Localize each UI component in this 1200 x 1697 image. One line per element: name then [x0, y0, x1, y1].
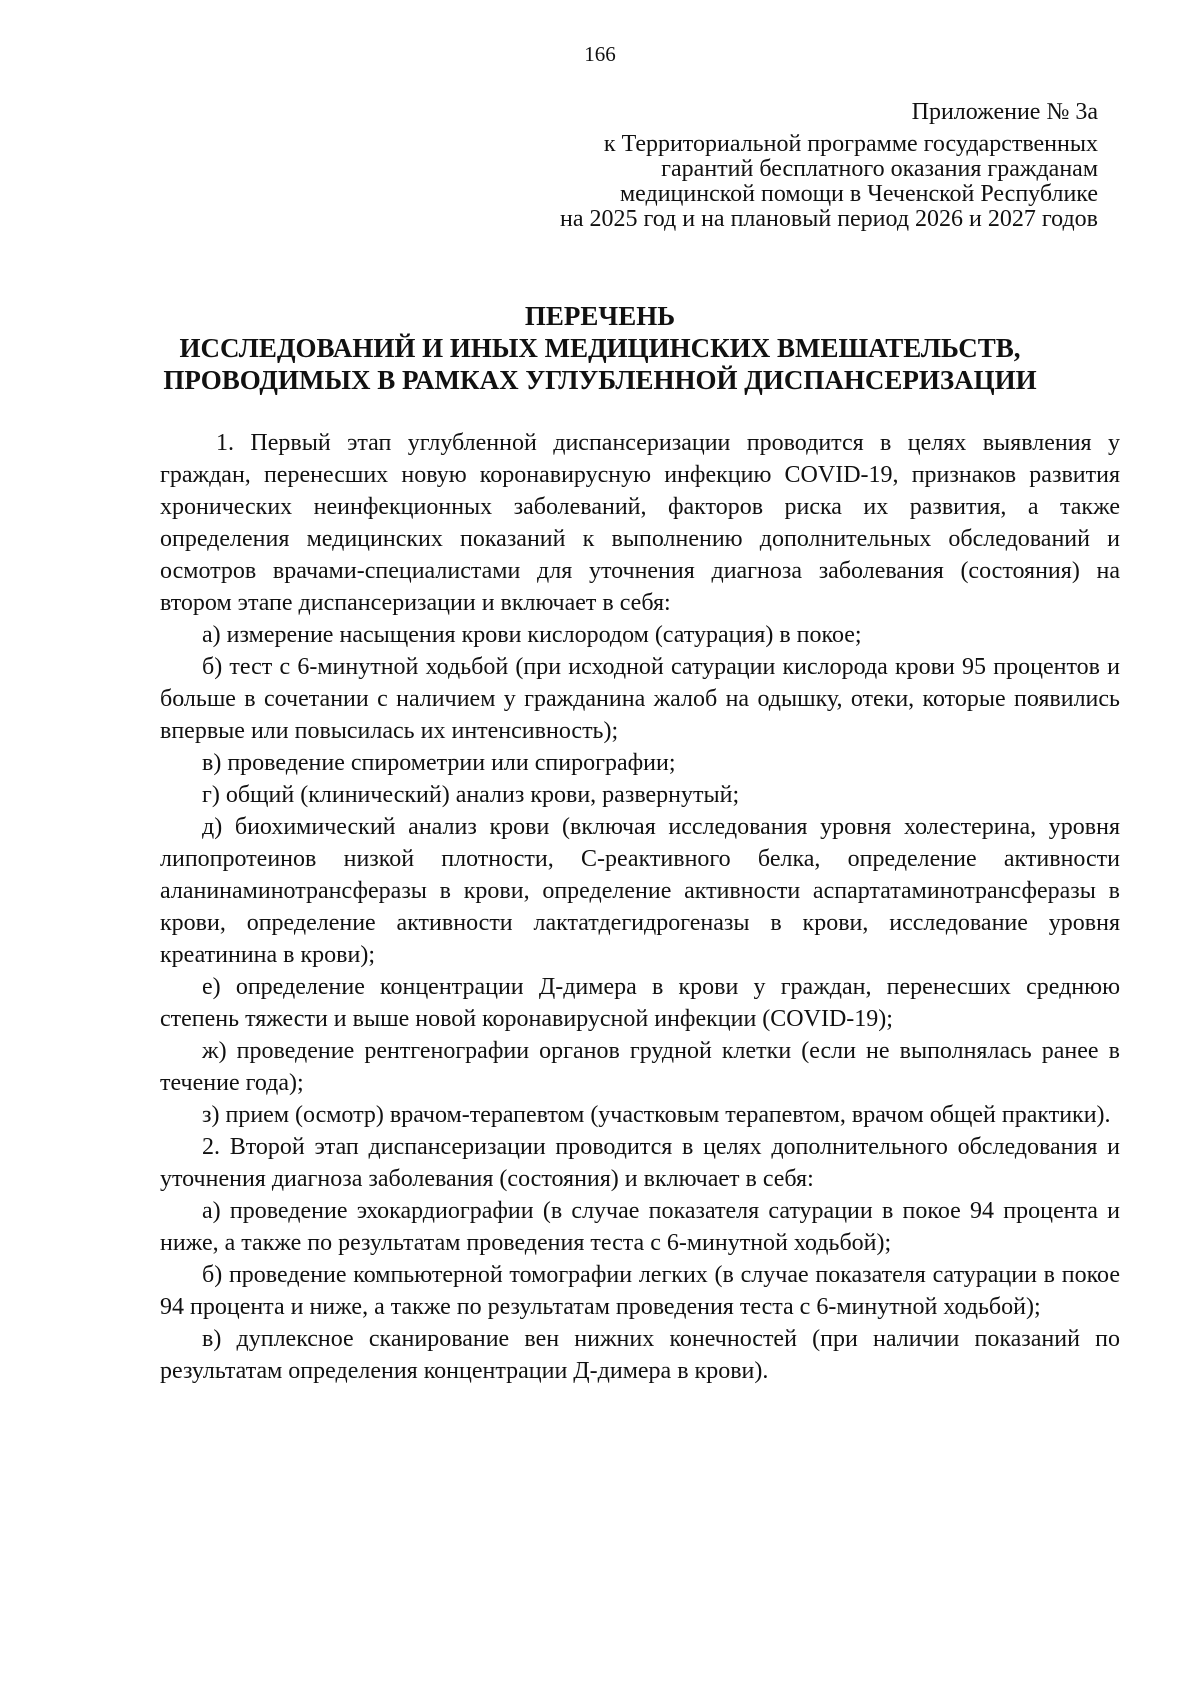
title-line: ПЕРЕЧЕНЬ [524, 301, 676, 331]
title-line: ИССЛЕДОВАНИЙ И ИНЫХ МЕДИЦИНСКИХ ВМЕШАТЕЛЬСТВ, [179, 333, 1021, 363]
list-item: а) проведение эхокардиографии (в случае показателя сатурации в покое 94 процента и ниже, а также по результатам проведения теста с 6-минутной ходьбой); [160, 1198, 1120, 1256]
list-item: в) проведение спирометрии или спирографии; [202, 750, 676, 776]
page-number: 166 [584, 42, 616, 66]
list-item: б) тест с 6-минутной ходьбой (при исходной сатурации кислорода крови 95 процентов и больше в сочетании с наличием у гражданина жалоб на одышку, отеки, которые появились впервые или повысилась их интенсивность); [160, 654, 1120, 744]
appendix-line: к Территориальной программе государственных [603, 131, 1098, 157]
appendix-label: Приложение № 3а [911, 99, 1098, 125]
list-item: а) измерение насыщения крови кислородом (сатурация) в покое; [202, 622, 862, 648]
list-item: е) определение концентрации Д-димера в крови у граждан, перенесших среднюю степень тяжести и выше новой коронавирусной инфекции (COVID-19); [160, 974, 1120, 1032]
appendix-line: медицинской помощи в Чеченской Республике [619, 181, 1098, 207]
list-item: в) дуплексное сканирование вен нижних конечностей (при наличии показаний по результатам определения концентрации Д-димера в крови). [160, 1326, 1120, 1384]
list-item: б) проведение компьютерной томографии легких (в случае показателя сатурации в покое 94 процента и ниже, а также по результатам проведения теста с 6-минутной ходьбой); [160, 1262, 1120, 1320]
title-line: ПРОВОДИМЫХ В РАМКАХ УГЛУБЛЕННОЙ ДИСПАНСЕРИЗАЦИИ [163, 365, 1037, 395]
paragraph-stage-1: 1. Первый этап углубленной диспансеризации проводится в целях выявления у граждан, перенесших новую коронавирусную инфекцию COVID-19, признаков развития хронических неинфекционных заболеваний, факторов риска их развития, а также определения медицинских показаний к выполнению дополнительных обследований и осмотров врачами-специалистами для уточнения диагноза заболевания (состояния) на втором этапе диспансеризации и включает в себя: [160, 430, 1120, 616]
document-body [160, 427, 1120, 1387]
document-title [0, 300, 1200, 396]
appendix-line: гарантий бесплатного оказания гражданам [661, 156, 1098, 182]
list-item: г) общий (клинический) анализ крови, развернутый; [202, 782, 740, 808]
appendix-line: на 2025 год и на плановый период 2026 и 2027 годов [559, 206, 1098, 232]
appendix-reference [560, 132, 1098, 232]
list-item: з) прием (осмотр) врачом-терапевтом (участковым терапевтом, врачом общей практики). [202, 1102, 1111, 1128]
list-item: д) биохимический анализ крови (включая исследования уровня холестерина, уровня липопротеинов низкой плотности, С-реактивного белка, определение активности аланинаминотрансферазы в крови, определение активности аспартатаминотрансферазы в крови, определение активности лактатдегидрогеназы в крови, исследование уровня креатинина в крови); [160, 814, 1120, 968]
paragraph-stage-2: 2. Второй этап диспансеризации проводится в целях дополнительного обследования и уточнения диагноза заболевания (состояния) и включает в себя: [160, 1134, 1120, 1192]
list-item: ж) проведение рентгенографии органов грудной клетки (если не выполнялась ранее в течение года); [160, 1038, 1120, 1096]
